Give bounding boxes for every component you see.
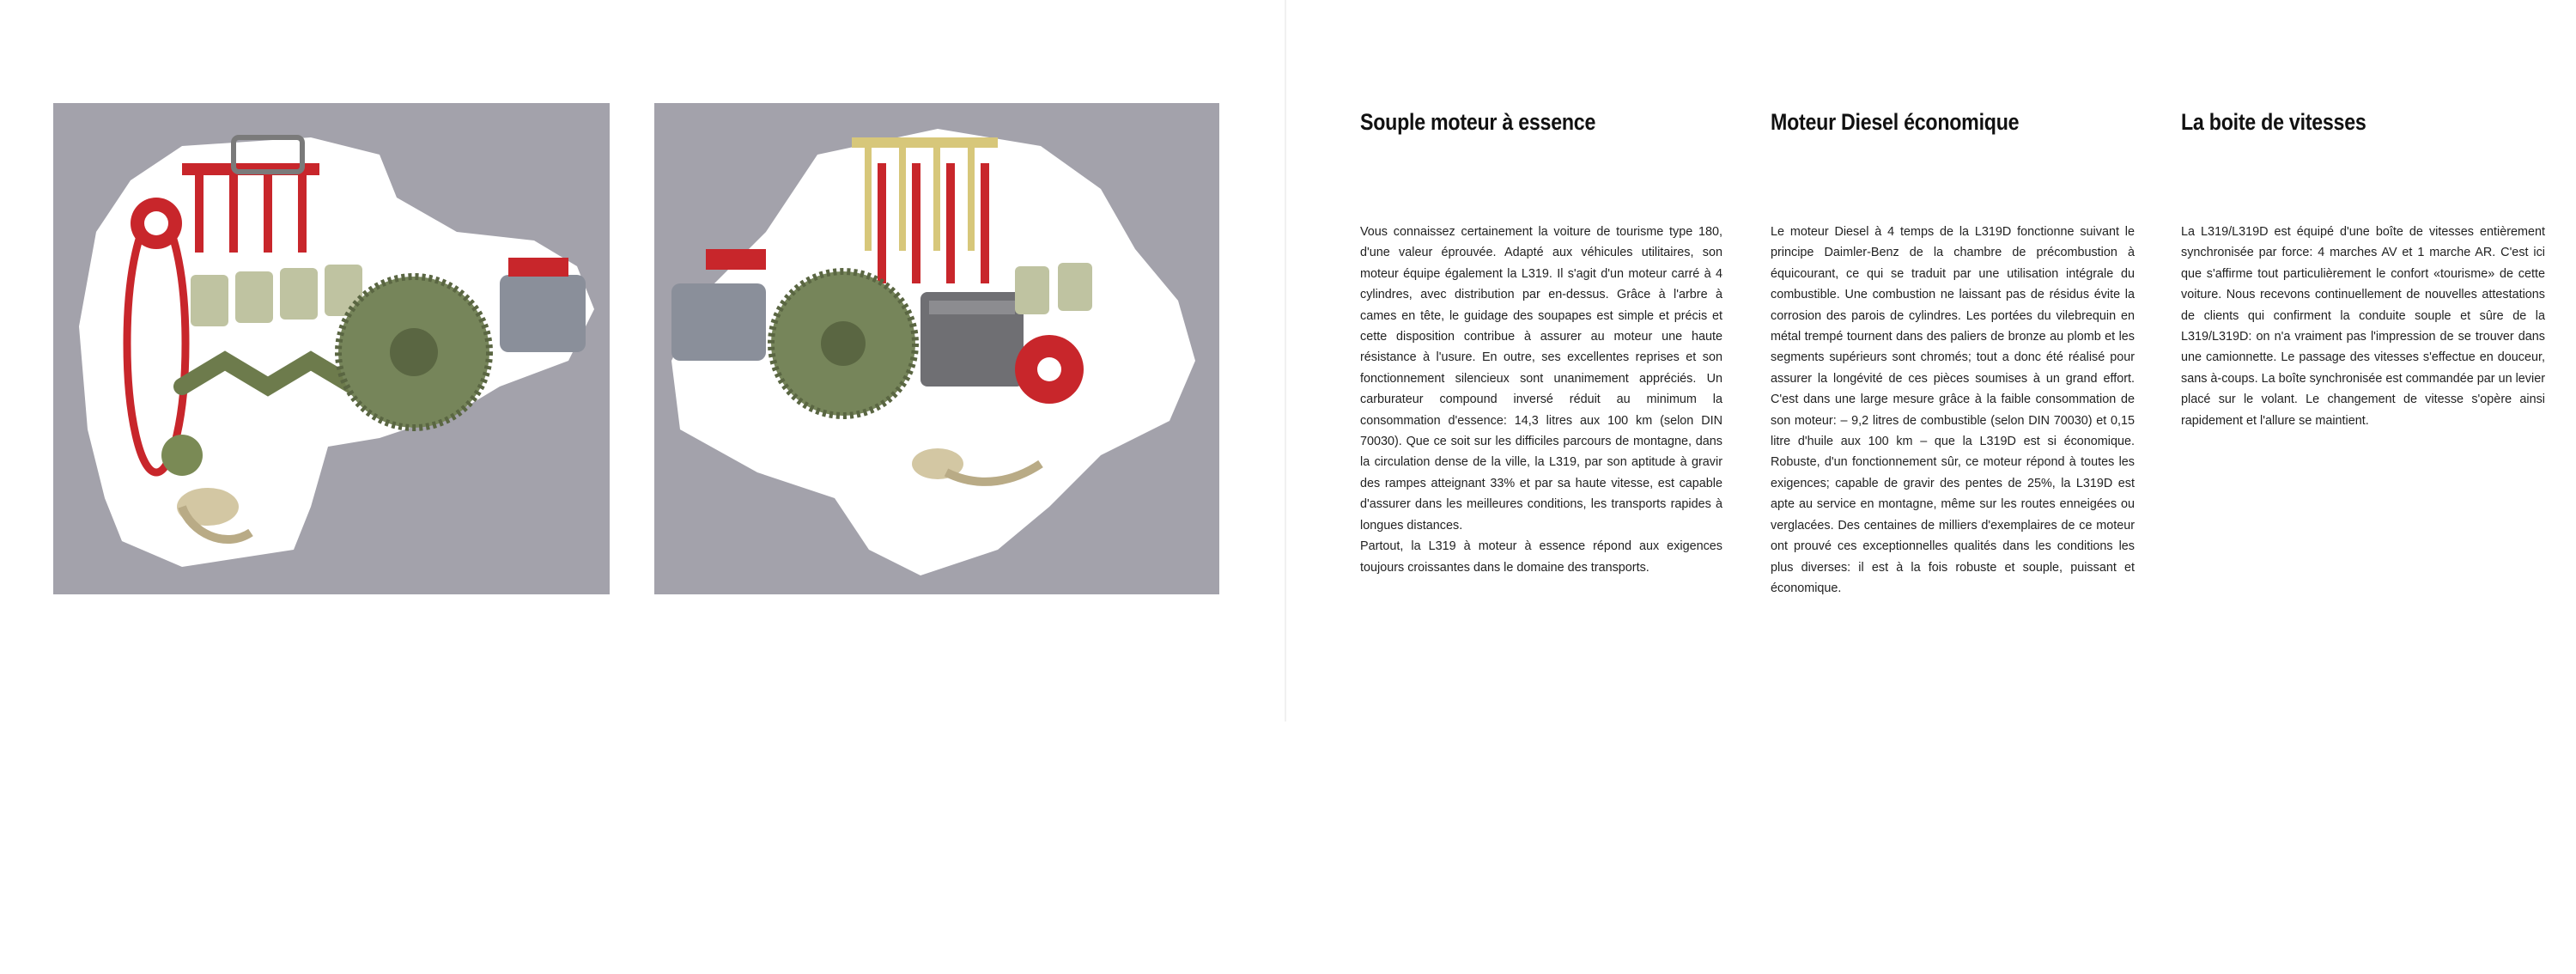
gasoline-engine-paragraph-2: Partout, la L319 à moteur à essence répond aux exigences toujours croissantes dans le domaine des transports. [1360, 539, 1722, 575]
gasoline-engine-cutaway-image [53, 103, 610, 594]
diesel-engine-illustration [654, 103, 1219, 594]
diesel-engine-title: Moteur Diesel économique [1771, 109, 2020, 135]
gearbox-text [2181, 222, 2545, 431]
diesel-engine-text [1771, 222, 2135, 599]
gearbox-paragraph-1: La L319/L319D est équipé d'une boîte de vitesses entièrement synchronisée par force: 4 marches AV et 1 marche AR. C'est ici que s'affirme tout particulièrement le confort «tourisme» de cette voiture. Nous recevons continuellement de nouvelles attestations de clients qui confirment la conduite souple et sûre de la L319/L319D: on n'a vraiment pas l'impression de se trouver dans une camionnette. Le passage des vitesses s'effectue en douceur, sans à-coups. La boîte synchronisée est commandée par un levier placé sur le volant. Le changement de vitesse s'opère ainsi rapidement et l'allure se maintient. [2181, 225, 2545, 428]
diesel-engine-cutaway-image [654, 103, 1219, 594]
gasoline-engine-illustration [53, 103, 610, 594]
gearbox-column [2181, 105, 2545, 431]
gasoline-engine-title: Souple moteur à essence [1360, 109, 1596, 135]
diesel-engine-column [1771, 105, 2135, 599]
gasoline-engine-text [1360, 222, 1722, 578]
gearbox-title: La boite de vitesses [2181, 109, 2366, 135]
gasoline-engine-paragraph-1: Vous connaissez certainement la voiture de tourisme type 180, d'une valeur éprouvée. Adapté aux véhicules utilitaires, son moteur équipe également la L319. Il s'agit d'un moteur carré à 4 cylindres, avec distribution par en-dessus. Grâce à l'arbre à cames en tête, le guidage des soupapes est simple et précis et cette disposition contribue à assurer au moteur une haute résistance à l'usure. En outre, ses excellentes reprises et son fonctionnement silencieux sont unanimement appréciés. Un carburateur compound inversé réduit au minimum la consommation d'essence: 14,3 litres aux 100 km (selon DIN 70030). Que ce soit sur les difficiles parcours de montagne, dans la circulation dense de la ville, la L319, par son aptitude à gravir des rampes atteignant 33% et par sa haute vitesse, est capable d'assurer dans les meilleures conditions, les transports rapides à longues distances. [1360, 225, 1722, 533]
diesel-engine-paragraph-1: Le moteur Diesel à 4 temps de la L319D fonctionne suivant le principe Daimler-Benz de la chambre de précombustion à équicourant, ce qui se traduit par une utilisation intégrale du combustible. Une combustion ne laissant pas de résidus évite la corrosion des parois de cylindres. Les portées du vilebrequin en métal trempé tournent dans des paliers de bronze au plomb et les segments supérieurs sont chromés; tout a donc été réalisé pour assurer la longévité de ces pièces soumises à un grand effort. C'est dans une large mesure grâce à la faible consommation de son moteur: – 9,2 litres de combustible (selon DIN 70030) et 0,15 litre d'huile aux 100 km – que la L319D est si économique. Robuste, d'un fonctionnement sûr, ce moteur répond à toutes les exigences; capable de gravir des pentes de 25%, la L319D est apte au service en montagne, même sur les routes enneigées ou verglacées. Des centaines de milliers d'exemplaires de ce moteur ont prouvé ces exceptionnelles qualités dans les conditions les plus diverses: il est à la fois robuste et souple, puissant et économique. [1771, 225, 2135, 595]
page-fold [1285, 0, 1286, 721]
gasoline-engine-column [1360, 105, 1722, 578]
